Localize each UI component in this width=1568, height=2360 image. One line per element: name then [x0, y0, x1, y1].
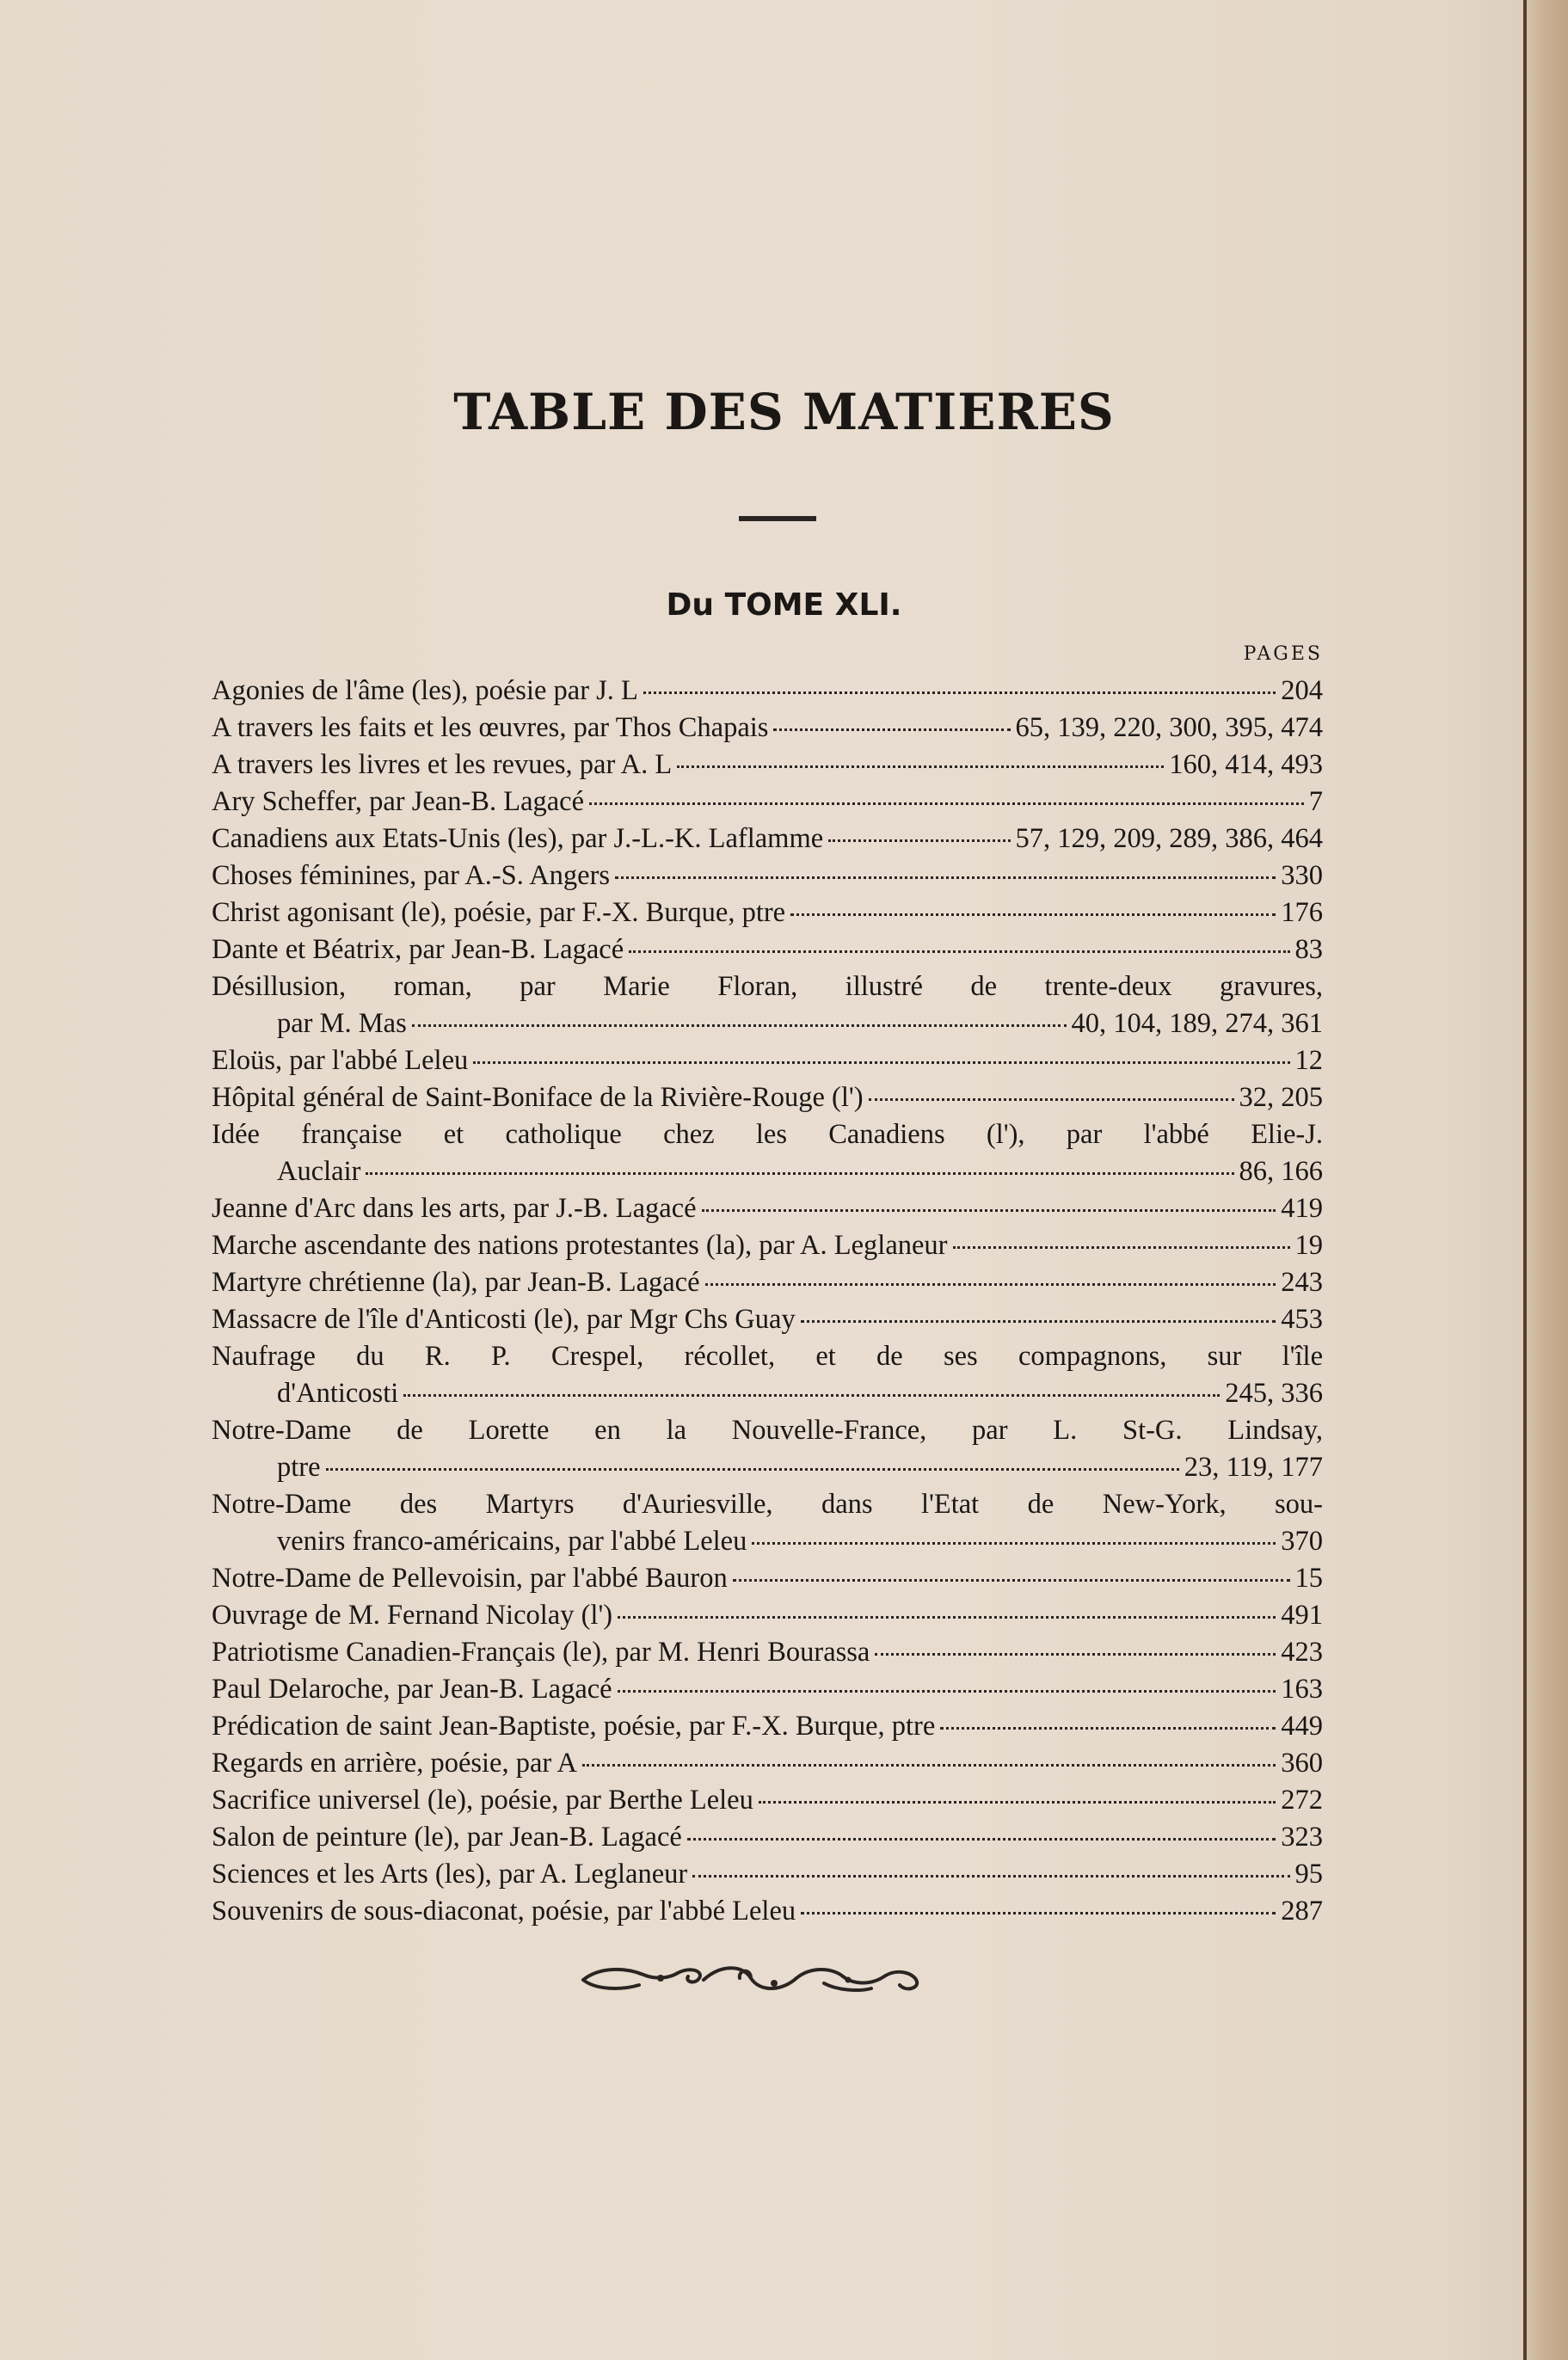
dot-leader	[403, 1394, 1220, 1397]
entry-pages: 15	[1294, 1563, 1323, 1594]
toc-entry	[212, 1893, 1323, 1930]
dot-leader	[705, 1283, 1276, 1286]
entry-pages: 491	[1281, 1600, 1323, 1631]
entry-title-continued: ptre	[277, 1452, 321, 1483]
entry-pages: 32, 205	[1239, 1082, 1323, 1113]
dot-leader	[326, 1468, 1179, 1471]
dot-leader	[801, 1912, 1276, 1914]
dot-leader	[733, 1579, 1290, 1582]
toc-entry	[212, 1819, 1323, 1856]
toc-entry	[212, 1190, 1323, 1227]
entry-title: Notre-Dame de Pellevoisin, par l'abbé Bauron	[212, 1563, 728, 1594]
table-of-contents	[212, 673, 1323, 1930]
entry-title: Canadiens aux Etats-Unis (les), par J.-L.-K. Laflamme	[212, 823, 824, 854]
entry-pages: 57, 129, 209, 289, 386, 464	[1015, 823, 1323, 854]
entry-pages: 287	[1281, 1896, 1323, 1927]
dot-leader	[412, 1024, 1067, 1027]
entry-pages: 243	[1281, 1267, 1323, 1298]
dot-leader	[473, 1061, 1289, 1064]
dot-leader	[677, 765, 1164, 768]
dot-leader	[589, 802, 1304, 805]
toc-entry	[212, 1634, 1323, 1671]
toc-entry	[212, 1597, 1323, 1634]
entry-title: Jeanne d'Arc dans les arts, par J.-B. Lagacé	[212, 1193, 697, 1224]
entry-title: A travers les livres et les revues, par A. L	[212, 749, 673, 780]
dot-leader	[629, 950, 1289, 953]
pages-column-label: PAGES	[1243, 643, 1323, 665]
entry-pages: 330	[1281, 860, 1323, 891]
toc-entry	[212, 1042, 1323, 1079]
entry-title: Regards en arrière, poésie, par A	[212, 1748, 578, 1779]
dot-leader	[940, 1727, 1276, 1730]
page-title: TABLE DES MATIERES	[453, 383, 1115, 441]
title-divider	[739, 516, 816, 521]
entry-pages: 360	[1281, 1748, 1323, 1779]
dot-leader	[801, 1320, 1276, 1323]
dot-leader	[618, 1690, 1276, 1693]
entry-pages: 323	[1281, 1822, 1323, 1853]
entry-title: Christ agonisant (le), poésie, par F.-X. Burque, ptre	[212, 897, 786, 928]
toc-entry	[212, 1745, 1323, 1782]
entry-title: Sciences et les Arts (les), par A. Leglaneur	[212, 1859, 688, 1890]
entry-pages: 272	[1281, 1785, 1323, 1816]
entry-pages: 204	[1281, 675, 1323, 706]
entry-pages: 176	[1281, 897, 1323, 928]
entry-pages: 160, 414, 493	[1169, 749, 1323, 780]
dot-leader	[875, 1653, 1276, 1656]
entry-pages: 419	[1281, 1193, 1323, 1224]
entry-title: Choses féminines, par A.-S. Angers	[212, 860, 611, 891]
entry-title: Souvenirs de sous-diaconat, poésie, par l'abbé Leleu	[212, 1896, 796, 1927]
entry-pages: 12	[1294, 1045, 1323, 1076]
toc-entry	[212, 1560, 1323, 1597]
dot-leader	[869, 1098, 1234, 1101]
toc-entry	[212, 1227, 1323, 1264]
entry-title: Sacrifice universel (le), poésie, par Berthe Leleu	[212, 1785, 753, 1816]
entry-title: Marche ascendante des nations protestantes (la), par A. Leglaneur	[212, 1230, 948, 1261]
entry-pages: 7	[1308, 786, 1323, 817]
dot-leader	[752, 1542, 1276, 1545]
dot-leader	[790, 913, 1276, 916]
toc-entry	[212, 747, 1323, 784]
entry-title: Idée française et catholique chez les Canadiens (l'), par l'abbé Elie-J.	[212, 1119, 1323, 1150]
entry-pages: 453	[1281, 1304, 1323, 1335]
entry-title: Ary Scheffer, par Jean-B. Lagacé	[212, 786, 585, 817]
toc-entry	[212, 1301, 1323, 1338]
entry-title: Notre-Dame de Lorette en la Nouvelle-France, par L. St-G. Lindsay,	[212, 1415, 1323, 1446]
dot-leader	[643, 691, 1276, 694]
entry-pages: 95	[1294, 1859, 1323, 1890]
entry-title-continued: venirs franco-américains, par l'abbé Leleu	[277, 1526, 747, 1557]
toc-entry	[212, 1079, 1323, 1116]
entry-pages: 19	[1294, 1230, 1323, 1261]
toc-entry	[212, 931, 1323, 968]
entry-title-continued: d'Anticosti	[277, 1378, 399, 1409]
entry-title: Dante et Béatrix, par Jean-B. Lagacé	[212, 934, 624, 965]
toc-entry	[212, 710, 1323, 747]
entry-pages: 65, 139, 220, 300, 395, 474	[1015, 712, 1323, 743]
entry-title: A travers les faits et les œuvres, par Thos Chapais	[212, 712, 769, 743]
dot-leader	[759, 1801, 1276, 1804]
dot-leader	[366, 1172, 1233, 1175]
dot-leader	[582, 1764, 1276, 1767]
entry-title: Salon de peinture (le), par Jean-B. Lagacé	[212, 1822, 682, 1853]
toc-entry	[212, 1412, 1323, 1486]
entry-title: Prédication de saint Jean-Baptiste, poésie, par F.-X. Burque, ptre	[212, 1711, 936, 1742]
entry-title: Massacre de l'île d'Anticosti (le), par Mgr Chs Guay	[212, 1304, 796, 1335]
toc-entry	[212, 857, 1323, 894]
dot-leader	[615, 876, 1276, 879]
entry-pages: 245, 336	[1225, 1378, 1323, 1409]
entry-title-continued: Auclair	[277, 1156, 361, 1187]
dot-leader	[687, 1838, 1276, 1841]
entry-title: Notre-Dame des Martyrs d'Auriesville, dans l'Etat de New-York, sou-	[212, 1489, 1323, 1520]
dot-leader	[828, 839, 1010, 842]
entry-title: Désillusion, roman, par Marie Floran, illustré de trente-deux gravures,	[212, 971, 1323, 1002]
entry-title: Patriotisme Canadien-Français (le), par M. Henri Bourassa	[212, 1637, 870, 1668]
volume-heading: Du TOME XLI.	[666, 587, 902, 623]
dot-leader	[953, 1246, 1290, 1249]
toc-entry	[212, 1856, 1323, 1893]
entry-pages: 449	[1281, 1711, 1323, 1742]
entry-title: Martyre chrétienne (la), par Jean-B. Lagacé	[212, 1267, 700, 1298]
toc-entry	[212, 673, 1323, 710]
entry-pages: 423	[1281, 1637, 1323, 1668]
toc-entry	[212, 894, 1323, 931]
entry-pages: 163	[1281, 1674, 1323, 1705]
toc-entry	[212, 1338, 1323, 1412]
toc-entry	[212, 1782, 1323, 1819]
entry-title: Agonies de l'âme (les), poésie par J. L	[212, 675, 638, 706]
page-right-edge	[1523, 0, 1568, 2360]
entry-title: Eloüs, par l'abbé Leleu	[212, 1045, 469, 1076]
entry-pages: 40, 104, 189, 274, 361	[1071, 1008, 1323, 1039]
dot-leader	[692, 1875, 1289, 1878]
entry-title: Ouvrage de M. Fernand Nicolay (l')	[212, 1600, 613, 1631]
toc-entry	[212, 1264, 1323, 1301]
entry-pages: 370	[1281, 1526, 1323, 1557]
toc-entry	[212, 1708, 1323, 1745]
dot-leader	[702, 1209, 1276, 1212]
ornament-divider	[575, 1959, 927, 1999]
toc-entry	[212, 1486, 1323, 1560]
dot-leader	[618, 1616, 1276, 1619]
toc-entry	[212, 820, 1323, 857]
entry-pages: 23, 119, 177	[1184, 1452, 1323, 1483]
toc-entry	[212, 968, 1323, 1042]
entry-pages: 86, 166	[1239, 1156, 1323, 1187]
entry-pages: 83	[1294, 934, 1323, 965]
toc-entry	[212, 1116, 1323, 1190]
entry-title-continued: par M. Mas	[277, 1008, 407, 1039]
toc-entry	[212, 1671, 1323, 1708]
toc-entry	[212, 784, 1323, 820]
dot-leader	[773, 728, 1010, 731]
entry-title: Paul Delaroche, par Jean-B. Lagacé	[212, 1674, 612, 1705]
entry-title: Hôpital général de Saint-Boniface de la Rivière-Rouge (l')	[212, 1082, 864, 1113]
entry-title: Naufrage du R. P. Crespel, récollet, et de ses compagnons, sur l'île	[212, 1341, 1323, 1372]
